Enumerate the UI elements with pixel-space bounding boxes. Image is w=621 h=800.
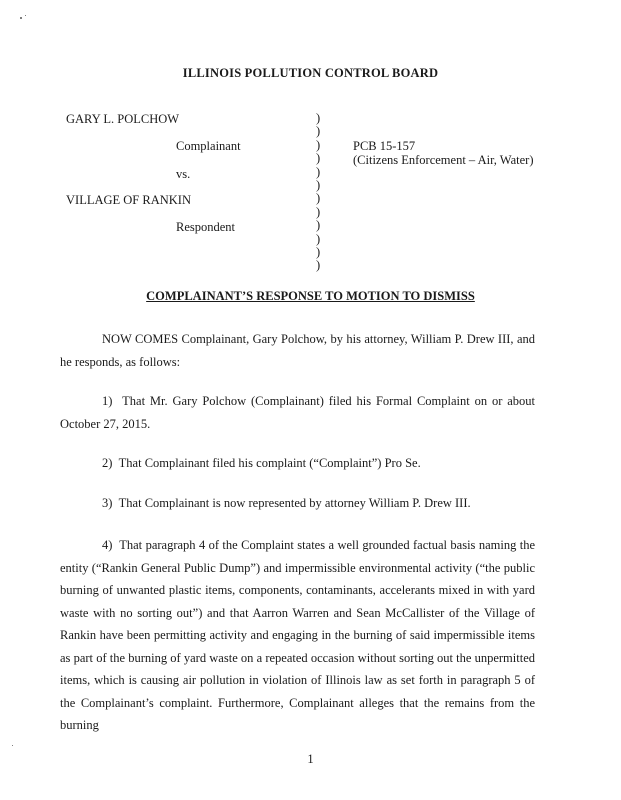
intro-text: NOW COMES Complainant, Gary Polchow, by his attorney, William P. Drew III, and he responds, as follows:: [60, 332, 535, 369]
caption-paren: ): [316, 218, 321, 233]
intro-paragraph: [60, 328, 535, 373]
case-type: (Citizens Enforcement – Air, Water): [353, 153, 534, 167]
item-number: 3): [102, 496, 113, 510]
scan-speck: [25, 15, 26, 16]
scan-speck: [12, 745, 13, 746]
caption-paren: ): [316, 151, 321, 166]
caption-paren: ): [316, 191, 321, 206]
numbered-item: [60, 492, 535, 515]
plaintiff-role: Complainant: [176, 139, 241, 153]
document-heading: COMPLAINANT’S RESPONSE TO MOTION TO DISMISS: [146, 289, 475, 303]
caption-paren: ): [316, 137, 321, 152]
defendant-name: VILLAGE OF RANKIN: [66, 193, 191, 207]
caption-paren: ): [316, 164, 321, 179]
case-number: PCB 15-157: [353, 139, 416, 153]
versus-label: vs.: [176, 167, 191, 181]
scan-speck: [20, 17, 22, 19]
caption-paren: ): [316, 111, 321, 125]
caption-paren: ): [316, 245, 321, 260]
defendant-role: Respondent: [176, 220, 236, 234]
page-number: 1: [307, 752, 314, 766]
board-title: ILLINOIS POLLUTION CONTROL BOARD: [182, 66, 439, 80]
numbered-item: [60, 390, 535, 435]
item-number: 2): [102, 456, 113, 470]
caption-paren-column: [316, 112, 320, 273]
caption-paren: ): [316, 258, 321, 273]
item-text: That Complainant filed his complaint (“Complaint”) Pro Se.: [118, 456, 421, 470]
item-text: That paragraph 4 of the Complaint states a well grounded factual basis naming the entity (“Rankin General Public Dump”) and impermissible environmental activity (“the public burning of unwanted plastic items, components, contaminants, accelerants mixed in with yard waste with no sorting out”) and that Aarron Warren and Sean McCallister of the Village of Rankin have been permitting activity and engaging in the burning of said impermissible items as part of the burning of yard waste on a repeated occasion without sorting out the unpermitted items, which is causing air pollution in violation of Illinois law as set forth in paragraph 5 of the Complainant’s complaint. Furthermore, Complainant alleges that the remains from the burning: [60, 538, 536, 732]
item-text: That Complainant is now represented by attorney William P. Drew III.: [118, 496, 471, 510]
numbered-item: [60, 534, 535, 737]
caption-paren: ): [316, 124, 321, 139]
item-number: 1): [102, 394, 113, 408]
caption-paren: ): [316, 204, 321, 219]
caption-paren: ): [316, 231, 321, 246]
caption-paren: ): [316, 178, 321, 193]
plaintiff-name: GARY L. POLCHOW: [66, 112, 180, 126]
item-number: 4): [102, 538, 113, 552]
numbered-item: [60, 452, 535, 475]
item-text: That Mr. Gary Polchow (Complainant) filed his Formal Complaint on or about October 27, 2015.: [60, 394, 535, 431]
